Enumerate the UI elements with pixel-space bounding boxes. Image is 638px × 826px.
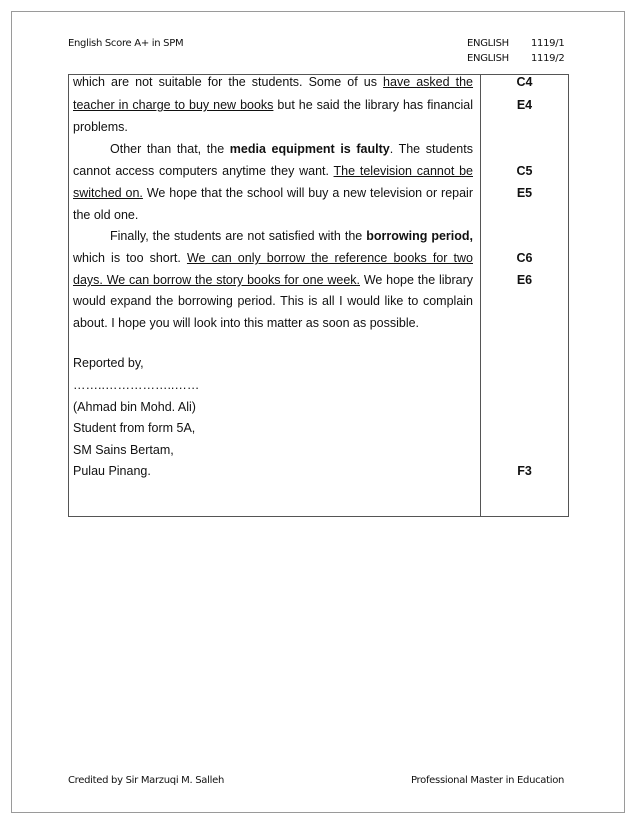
letter-line: cannot access computers anytime they want. The television cannot be <box>73 164 473 178</box>
mark-code: C6 <box>516 251 533 265</box>
signature-line: ……..……………..…… <box>73 378 200 392</box>
sender-name: (Ahmad bin Mohd. Ali) <box>73 400 196 414</box>
footer-credit: Credited by Sir Marzuqi M. Salleh <box>68 775 224 786</box>
header-code-1: 1119/1 <box>531 38 565 49</box>
mark-code: F3 <box>517 464 532 478</box>
mark-code: E6 <box>516 273 533 287</box>
letter-line: about. I hope you will look into this matter as soon as possible. <box>73 316 420 330</box>
letter-line: which is too short. We can only borrow the reference books for two <box>73 251 473 265</box>
mark-code: E4 <box>516 98 533 112</box>
header-title: English Score A+ in SPM <box>68 38 184 49</box>
letter-line: which are not suitable for the students. Some of us have asked the <box>73 75 474 89</box>
letter-line: switched on. We hope that the school will buy a new television or repair <box>73 186 474 200</box>
mark-code: C4 <box>516 75 533 89</box>
footer-qualification: Professional Master in Education <box>411 775 565 786</box>
mark-code: E5 <box>516 186 533 200</box>
header-subject-2: ENGLISH <box>467 53 509 64</box>
table-column-divider <box>480 74 481 517</box>
mark-code: C5 <box>516 164 533 178</box>
letter-line: the old one. <box>73 208 139 222</box>
sender-place: Pulau Pinang. <box>73 464 151 478</box>
letter-line: problems. <box>73 120 128 134</box>
header-code-2: 1119/2 <box>531 53 565 64</box>
header-subject-1: ENGLISH <box>467 38 509 49</box>
letter-line: teacher in charge to buy new books but he said the library has financial <box>73 98 473 112</box>
letter-line: Finally, the students are not satisfied with the borrowing period, <box>110 229 474 243</box>
reported-by: Reported by, <box>73 356 144 370</box>
letter-line: days. We can borrow the story books for one week. We hope the library <box>73 273 473 287</box>
sender-school: SM Sains Bertam, <box>73 443 174 457</box>
letter-line: would expand the borrowing period. This is all I would like to complain <box>73 294 473 308</box>
sender-class: Student from form 5A, <box>73 421 196 435</box>
letter-line: Other than that, the media equipment is faulty. The students <box>110 142 473 156</box>
